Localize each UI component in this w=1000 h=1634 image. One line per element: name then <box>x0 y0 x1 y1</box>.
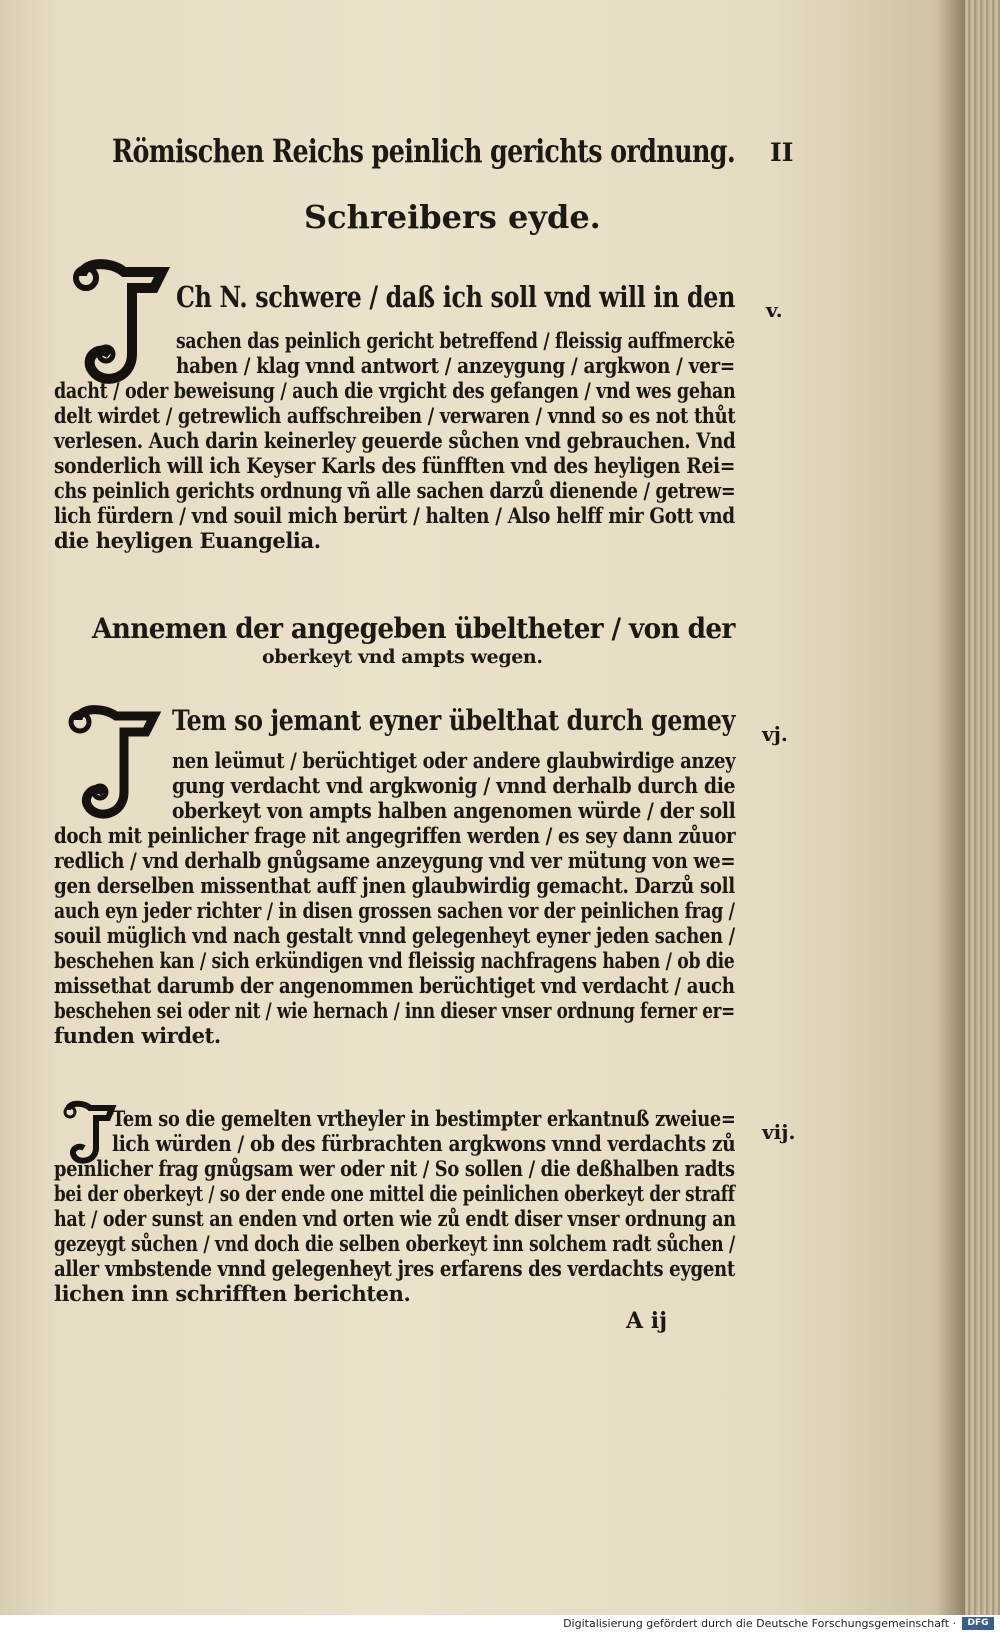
margin-numeral: v. <box>766 298 783 322</box>
text-line: oberkeyt von ampts halben angenomen würde / der soll <box>172 798 736 823</box>
page-edge <box>965 0 1000 1615</box>
text-line: chs peinlich gerichts ordnung vñ alle sachen darzů dienende / getrew= <box>54 478 736 503</box>
text-line: haben / klag vnnd antwort / anzeygung / argkwon / ver= <box>176 353 735 378</box>
decorated-initial <box>58 1100 120 1164</box>
text-line: die heyligen Euangelia. <box>54 528 321 553</box>
text-line: peinlicher frag gnůgsam wer oder nit / So sollen / die deßhalben radts <box>54 1156 735 1181</box>
dfg-logo: DFG <box>962 1617 994 1630</box>
text-line: aller vmbstende vnnd gelegenheyt jres erfarens des verdachts eygent <box>54 1256 735 1281</box>
section-subheading: oberkeyt vnd ampts wegen. <box>262 646 543 668</box>
text-line: missethat darumb der angenommen berüchtiget vnd verdacht / auch <box>54 973 735 998</box>
text-line: sachen das peinlich gericht betreffend / fleissig auffmerckē <box>176 328 735 353</box>
text-line: dacht / oder beweisung / auch die vrgicht des gefangen / vnd wes gehan <box>54 378 736 403</box>
initial-flourish <box>58 1100 120 1164</box>
text-line: bei der oberkeyt / so der ende one mittel die peinlichen oberkeyt der straff <box>54 1181 735 1206</box>
text-line: souil müglich vnd nach gestalt vnnd gelegenheyt eyner jeden sachen / <box>54 923 735 948</box>
text-line: redlich / vnd derhalb gnůgsame anzeygung vnd ver mütung von we= <box>54 848 736 873</box>
text-line: funden wirdet. <box>54 1023 221 1048</box>
text-line: Tem so jemant eyner übelthat durch gemey <box>172 704 736 737</box>
text-line: nen leümut / berüchtiget oder andere glaubwirdige anzey <box>172 748 736 773</box>
footer-credit: Digitalisierung gefördert durch die Deutsche Forschungsgemeinschaft · <box>563 1617 956 1630</box>
decorated-initial <box>62 258 182 388</box>
text-line: Tem so die gemelten vrtheyler in bestimpter erkantnuß zweiue= <box>112 1106 736 1131</box>
text-line: hat / oder sunst an enden vnd orten wie zů endt diser vnser ordnung an <box>54 1206 736 1231</box>
section-heading: Schreibers eyde. <box>304 198 601 236</box>
text-line: doch mit peinlicher frage nit angegriffen werden / es sey dann zůuor <box>54 823 736 848</box>
margin-numeral: vij. <box>762 1120 796 1144</box>
text-line: lichen inn schrifften berichten. <box>54 1281 411 1306</box>
initial-flourish <box>60 704 170 822</box>
text-line: gezeygt sůchen / vnd doch die selben oberkeyt inn solchem radt sůchen / <box>54 1231 735 1256</box>
folio-number: II <box>770 138 794 167</box>
text-line: gen derselben missenthat auff jnen glaubwirdig gemacht. Darzů soll <box>54 873 735 898</box>
text-line: lich fürdern / vnd souil mich berürt / halten / Also helff mir Gott vnd <box>54 503 735 528</box>
text-line: sonderlich will ich Keyser Karls des fünfften vnd des heyligen Rei= <box>54 453 736 478</box>
text-line: lich würden / ob des fürbrachten argkwons vnnd verdachts zů <box>112 1131 736 1156</box>
text-line: auch eyn jeder richter / in disen grossen sachen vor der peinlichen frag / <box>54 898 735 923</box>
signature-mark: A ij <box>626 1308 668 1334</box>
decorated-initial <box>60 704 170 822</box>
text-line: gung verdacht vnd argkwonig / vnnd derhalb durch die <box>172 773 736 798</box>
text-line: beschehen sei oder nit / wie hernach / inn dieser vnser ordnung ferner er= <box>54 998 735 1023</box>
text-line: beschehen kan / sich erkündigen vnd fleissig nachfragens haben / ob die <box>54 948 735 973</box>
text-line: Ch N. schwere / daß ich soll vnd will in den <box>176 280 736 314</box>
initial-flourish <box>62 258 182 388</box>
section-heading: Annemen der angegeben übeltheter / von der <box>92 612 735 645</box>
text-line: delt wirdet / getrewlich auffschreiben / verwaren / vnnd so es not thůt <box>54 403 736 428</box>
text-line: verlesen. Auch darin keinerley geuerde sůchen vnd gebrauchen. Vnd <box>54 428 736 453</box>
margin-numeral: vj. <box>762 722 788 746</box>
running-title: Römischen Reichs peinlich gerichts ordnung. <box>112 132 736 170</box>
